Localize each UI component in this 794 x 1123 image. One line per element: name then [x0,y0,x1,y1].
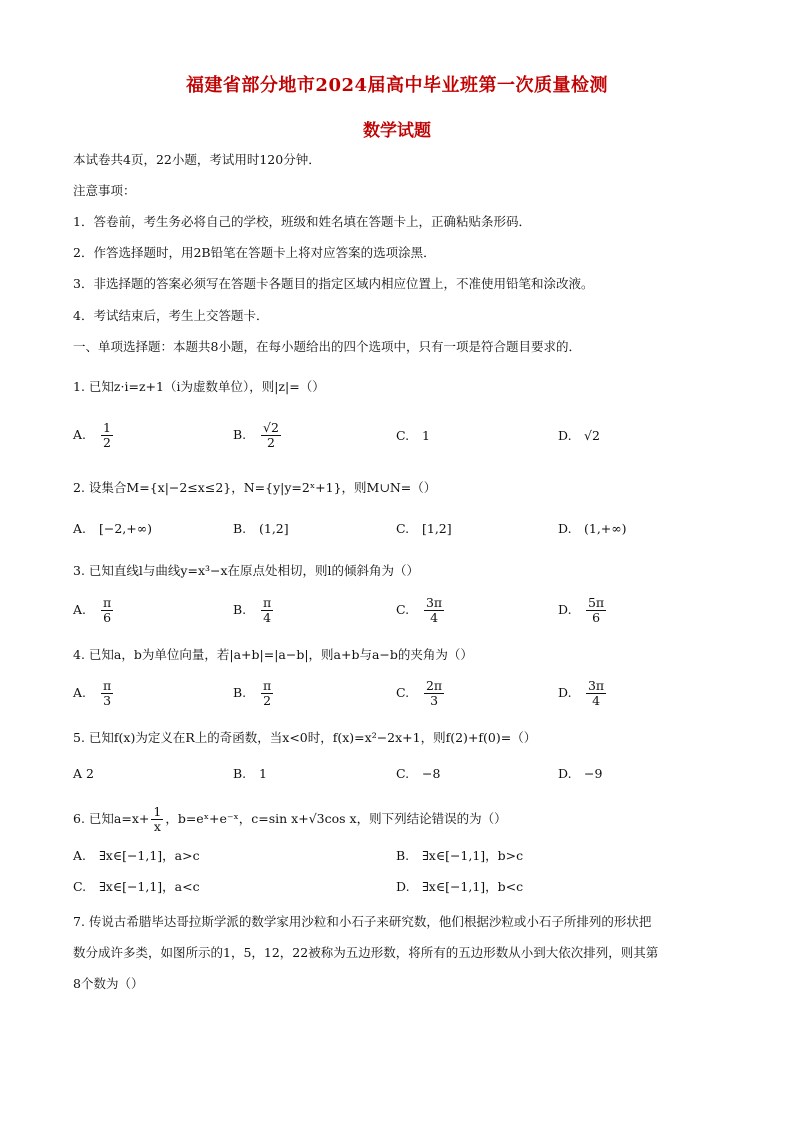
option-a [73,596,115,625]
option-c [396,765,440,783]
question-2 [73,479,436,497]
option-value: −9 [583,766,603,781]
option-value: ∃x∈[−1,1]，b>c [421,848,524,863]
question-number: 6. [73,811,85,826]
option-fraction: $\frac{\pi}{3}$ [102,678,112,708]
question-6 [73,805,507,834]
option-fraction: $\frac{\pi}{4}$ [262,595,272,625]
option-label: A. [73,685,87,700]
option-value: −8 [421,766,441,781]
option-fraction: $\frac{√2}{2}$ [262,420,279,450]
question-text: 传说古希腊毕达哥拉斯学派的数学家用沙粒和小石子来研究数，他们根据沙粒或小石子所排列的形状把 [88,914,652,929]
option-label: C. [396,685,410,700]
option-label: A. [73,848,87,863]
option-label: A [73,766,83,781]
question-text: 已知z·i=z+1（i为虚数单位），则|z|=（） [88,379,325,394]
question-4 [73,646,473,664]
question-3 [73,562,419,580]
question-number: 1. [73,379,85,394]
option-value: ∃x∈[−1,1]，a>c [98,848,200,863]
option-label: C. [396,766,410,781]
option-a [73,679,115,708]
exam-subtitle: 数学试题 [363,121,431,141]
option-b [396,847,523,865]
section-heading: 一、单项选择题：本题共8小题，在每小题给出的四个选项中，只有一项是符合题目要求的． [73,339,581,354]
option-value: ∃x∈[−1,1]，a<c [98,879,200,894]
option-a [73,520,152,538]
option-label: D. [558,428,572,443]
option-label: A. [73,427,87,442]
exam-info: 本试卷共4页，22小题，考试用时120分钟． [73,152,321,167]
option-fraction: $\frac{1}{2}$ [102,420,111,450]
option-label: B. [233,521,247,536]
note-item: 4．考试结束后，考生上交答题卡． [73,308,269,323]
option-label: C. [396,521,410,536]
option-value: (1,+∞) [583,521,627,536]
option-fraction: $\frac{3\pi}{4}$ [425,595,443,625]
option-fraction: $\frac{2\pi}{3}$ [425,678,443,708]
option-d [558,765,602,783]
question-7-line: 数分成许多类，如图所示的1，5，12，22被称为五边形数，将所有的五边形数从小到大依次排列，则其第 [73,945,659,960]
option-fraction: $\frac{3\pi}{4}$ [587,678,605,708]
option-b [233,765,267,783]
question-number: 5. [73,730,85,745]
exam-title: 福建省部分地市2024届高中毕业班第一次质量检测 [185,75,609,96]
question-number: 3. [73,563,85,578]
option-value: 2 [86,766,94,781]
option-c [396,596,446,625]
option-a [73,847,200,865]
option-value: 1 [421,428,430,443]
note-item: 2．作答选择题时，用2B铅笔在答题卡上将对应答案的选项涂黑． [73,245,436,260]
question-fraction: $\frac{1}{x}$ [153,804,162,834]
question-text: ，b=eˣ+e⁻ˣ，c=sin x+√3cos x，则下列结论错误的为（） [165,811,507,826]
option-label: C. [73,879,87,894]
option-label: A. [73,602,87,617]
question-5 [73,729,536,747]
option-value: ∃x∈[−1,1]，b<c [421,879,524,894]
question-text: 已知直线l与曲线y=x³−x在原点处相切，则l的倾斜角为（） [88,563,420,578]
note-item: 3．非选择题的答案必须写在答题卡各题目的指定区域内相应位置上，不准使用铅笔和涂改液。 [73,276,594,291]
option-b [233,421,283,450]
option-d [558,596,608,625]
option-label: D. [396,879,410,894]
option-label: B. [233,602,247,617]
question-text: 已知a，b为单位向量，若|a+b|=|a−b|，则a+b与a−b的夹角为（） [88,647,473,662]
option-c [73,878,200,896]
option-d [558,520,627,538]
question-7-line: 8个数为（） [73,976,144,991]
option-d [558,427,600,445]
option-value: (1,2] [258,521,289,536]
question-text: 已知a=x+ [88,811,150,826]
option-d [558,679,608,708]
option-fraction: $\frac{\pi}{2}$ [262,678,272,708]
option-value: [1,2] [421,521,452,536]
option-c [396,679,446,708]
option-label: B. [233,685,247,700]
option-fraction: $\frac{5\pi}{6}$ [587,595,605,625]
question-number: 2. [73,480,85,495]
option-value: 1 [258,766,267,781]
option-fraction: $\frac{\pi}{6}$ [102,595,112,625]
option-value: √2 [583,428,600,443]
option-label: C. [396,602,410,617]
option-b [233,596,275,625]
note-item: 1．答卷前，考生务必将自己的学校，班级和姓名填在答题卡上，正确粘贴条形码． [73,214,531,229]
option-label: B. [233,427,247,442]
option-value: [−2,+∞) [98,521,153,536]
option-a [73,421,115,450]
notes-title: 注意事项： [73,183,136,198]
option-d [396,878,523,896]
option-c [396,427,430,445]
option-label: D. [558,685,572,700]
option-label: B. [233,766,247,781]
option-a [73,765,94,783]
question-1 [73,378,325,396]
option-b [233,520,289,538]
option-label: D. [558,521,572,536]
option-c [396,520,452,538]
option-label: B. [396,848,410,863]
option-label: A. [73,521,87,536]
question-text: 已知f(x)为定义在R上的奇函数，当x<0时，f(x)=x²−2x+1，则f(2)+f(0)=（） [88,730,537,745]
question-7 [73,913,651,931]
option-label: C. [396,428,410,443]
option-label: D. [558,766,572,781]
question-number: 4. [73,647,85,662]
option-label: D. [558,602,572,617]
question-number: 7. [73,914,85,929]
question-text: 设集合M={x|−2≤x≤2}，N={y|y=2ˣ+1}，则M∪N=（） [88,480,437,495]
option-b [233,679,275,708]
